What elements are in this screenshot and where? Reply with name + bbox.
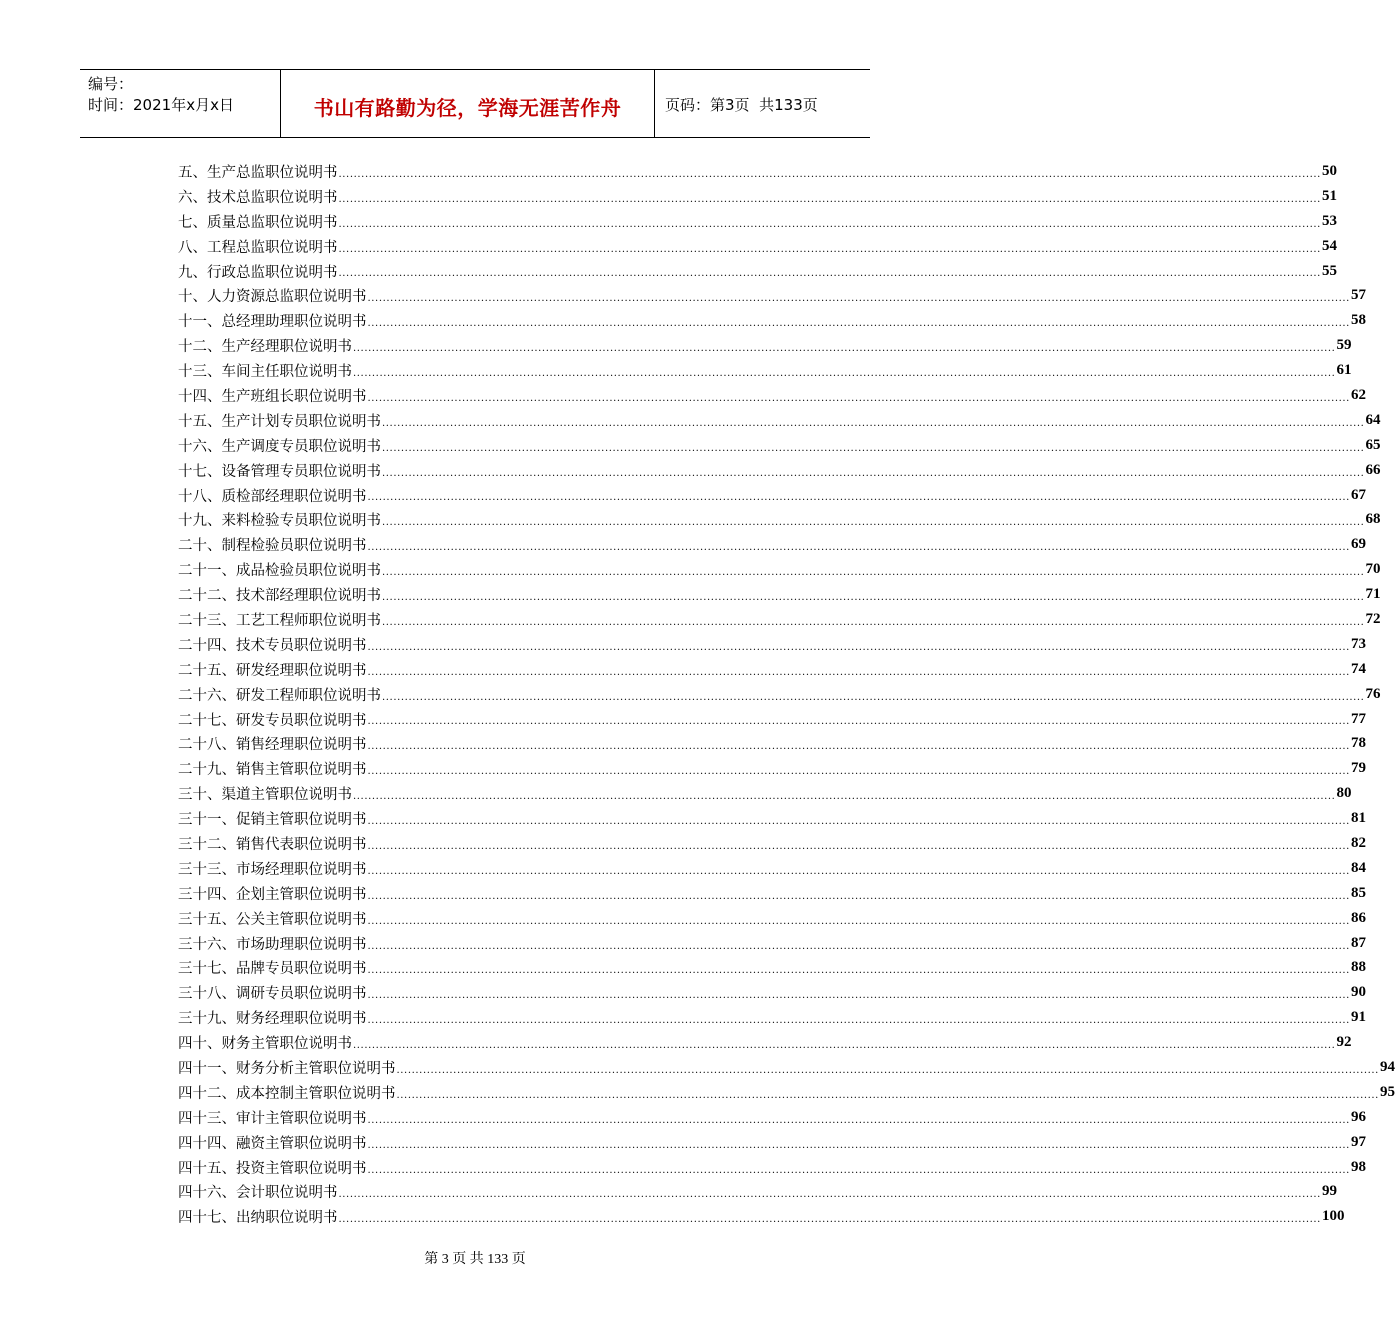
toc-entry-title: 三十三、市场经理职位说明书 [178,861,367,878]
toc-entry-title: 十五、生产计划专员职位说明书 [178,413,381,430]
page-current: 第3页 [710,96,750,114]
toc-entry-page: 66 [1365,461,1381,478]
toc-leader-dots: .................................................................................................................................................................................................................................................................... [367,1164,1350,1176]
document-header [80,69,870,138]
toc-leader-dots: .................................................................................................................................................................................................................................................................... [367,915,1350,927]
toc-leader-dots: .................................................................................................................................................................................................................................................................... [382,592,1365,604]
header-meta-cell [80,70,281,137]
toc-leader-dots: .................................................................................................................................................................................................................................................................... [338,193,1321,205]
toc-entry[interactable] [178,234,1337,259]
toc-entry-title: 十八、质检部经理职位说明书 [178,488,367,505]
toc-entry[interactable] [178,308,1366,333]
toc-entry[interactable] [178,632,1366,657]
toc-entry[interactable] [178,956,1366,981]
toc-entry-title: 六、技术总监职位说明书 [178,189,338,206]
toc-leader-dots: .................................................................................................................................................................................................................................................................... [396,1064,1379,1076]
toc-entry-title: 四十一、财务分析主管职位说明书 [178,1061,396,1077]
toc-entry[interactable] [178,856,1366,881]
toc-leader-dots: .................................................................................................................................................................................................................................................................... [353,343,1336,355]
toc-leader-dots: .................................................................................................................................................................................................................................................................... [338,168,1321,180]
toc-entry-page: 82 [1350,834,1366,851]
toc-leader-dots: .................................................................................................................................................................................................................................................................... [367,816,1350,828]
toc-entry-page: 76 [1365,685,1381,702]
toc-entry-page: 90 [1350,984,1366,1001]
toc-entry-title: 二十六、研发工程师职位说明书 [178,687,381,704]
toc-entry-page: 72 [1365,610,1381,627]
header-page-cell [655,70,870,137]
toc-entry[interactable] [178,333,1352,358]
toc-leader-dots: .................................................................................................................................................................................................................................................................... [353,1040,1336,1052]
toc-entry-page: 95 [1379,1083,1395,1100]
toc-entry-page: 50 [1321,162,1337,179]
toc-entry-title: 四十五、投资主管职位说明书 [178,1160,367,1177]
toc-entry-page: 74 [1350,660,1366,677]
toc-entry-title: 二十一、成品检验员职位说明书 [178,563,381,580]
toc-entry-title: 三十八、调研专员职位说明书 [178,986,367,1003]
toc-entry-title: 十九、来料检验专员职位说明书 [178,513,381,530]
toc-entry-title: 十三、车间主任职位说明书 [178,364,352,381]
toc-entry[interactable] [178,806,1366,831]
toc-entry-page: 65 [1365,436,1381,453]
toc-leader-dots: .................................................................................................................................................................................................................................................................... [367,666,1350,678]
toc-entry-page: 69 [1350,536,1366,553]
toc-entry-page: 53 [1321,212,1337,229]
time-label: 时间： [88,96,134,114]
toc-entry-title: 二十二、技术部经理职位说明书 [178,588,381,605]
toc-entry-title: 二十八、销售经理职位说明书 [178,737,367,754]
toc-entry[interactable] [178,607,1381,632]
toc-entry-title: 四十六、会计职位说明书 [178,1185,338,1202]
toc-entry-title: 三十六、市场助理职位说明书 [178,936,367,953]
toc-entry[interactable] [178,433,1381,458]
toc-entry[interactable] [178,358,1352,383]
toc-entry-page: 78 [1350,735,1366,752]
toc-entry-title: 二十七、研发专员职位说明书 [178,712,367,729]
toc-entry[interactable] [178,1204,1345,1229]
toc-entry[interactable] [178,707,1366,732]
toc-leader-dots: .................................................................................................................................................................................................................................................................... [367,990,1350,1002]
toc-entry-page: 64 [1365,411,1381,428]
toc-entry-page: 99 [1321,1183,1337,1200]
toc-entry[interactable] [178,458,1381,483]
table-of-contents [178,159,1395,1229]
toc-entry[interactable] [178,259,1337,284]
toc-entry-page: 73 [1350,635,1366,652]
toc-entry-page: 80 [1336,785,1352,802]
motto-text: 书山有路勤为径，学海无涯苦作舟 [313,96,622,120]
toc-leader-dots: .................................................................................................................................................................................................................................................................... [367,318,1350,330]
toc-leader-dots: .................................................................................................................................................................................................................................................................... [338,1189,1321,1201]
toc-entry-page: 79 [1350,760,1366,777]
toc-entry[interactable] [178,1080,1395,1105]
toc-entry-title: 二十九、销售主管职位说明书 [178,762,367,779]
toc-leader-dots: .................................................................................................................................................................................................................................................................... [338,218,1321,230]
toc-entry-page: 87 [1350,934,1366,951]
toc-entry-title: 四十三、审计主管职位说明书 [178,1110,367,1127]
toc-leader-dots: .................................................................................................................................................................................................................................................................... [367,293,1350,305]
page-label: 页码： [665,96,711,114]
toc-entry-page: 92 [1336,1034,1352,1051]
toc-leader-dots: .................................................................................................................................................................................................................................................................... [396,1089,1379,1101]
toc-leader-dots: .................................................................................................................................................................................................................................................................... [367,1015,1350,1027]
toc-leader-dots: .................................................................................................................................................................................................................................................................... [353,791,1336,803]
toc-entry-title: 十一、总经理助理职位说明书 [178,314,367,331]
toc-entry[interactable] [178,582,1381,607]
toc-leader-dots: .................................................................................................................................................................................................................................................................... [382,567,1365,579]
toc-entry-page: 100 [1321,1208,1345,1225]
time-value: 2021年x月x日 [133,96,234,114]
toc-entry-title: 十六、生产调度专员职位说明书 [178,438,381,455]
toc-leader-dots: .................................................................................................................................................................................................................................................................... [367,741,1350,753]
toc-entry[interactable] [178,1180,1337,1205]
toc-entry-page: 58 [1350,312,1366,329]
toc-entry-title: 四十七、出纳职位说明书 [178,1210,338,1227]
toc-entry-page: 62 [1350,386,1366,403]
toc-entry-page: 71 [1365,586,1381,603]
toc-entry-title: 七、质量总监职位说明书 [178,214,338,231]
toc-leader-dots: .................................................................................................................................................................................................................................................................... [367,1139,1350,1151]
toc-entry[interactable] [178,980,1366,1005]
page-total: 共133页 [759,96,818,114]
toc-entry[interactable] [178,731,1366,756]
toc-entry[interactable] [178,408,1381,433]
toc-entry[interactable] [178,1005,1366,1030]
toc-entry[interactable] [178,931,1366,956]
toc-leader-dots: .................................................................................................................................................................................................................................................................... [353,368,1336,380]
toc-entry-page: 70 [1365,561,1381,578]
toc-entry[interactable] [178,209,1337,234]
toc-leader-dots: .................................................................................................................................................................................................................................................................... [367,542,1350,554]
toc-entry-page: 88 [1350,959,1366,976]
toc-entry-title: 四十四、融资主管职位说明书 [178,1135,367,1152]
toc-entry[interactable] [178,1030,1352,1055]
toc-entry-title: 十、人力资源总监职位说明书 [178,289,367,306]
toc-entry[interactable] [178,507,1381,532]
toc-entry[interactable] [178,159,1337,184]
toc-entry[interactable] [178,657,1366,682]
toc-entry-page: 61 [1336,362,1352,379]
header-motto-cell [281,70,655,137]
toc-entry[interactable] [178,781,1352,806]
toc-entry-title: 二十五、研发经理职位说明书 [178,662,367,679]
toc-entry-page: 57 [1350,287,1366,304]
toc-entry-page: 81 [1350,810,1366,827]
toc-entry-page: 51 [1321,187,1337,204]
toc-entry-page: 94 [1379,1059,1395,1075]
toc-leader-dots: .................................................................................................................................................................................................................................................................... [338,243,1321,255]
toc-entry-title: 三十五、公关主管职位说明书 [178,911,367,928]
toc-entry-title: 二十、制程检验员职位说明书 [178,538,367,555]
toc-entry-page: 91 [1350,1009,1366,1026]
toc-entry-page: 67 [1350,486,1366,503]
toc-entry-title: 三十一、促销主管职位说明书 [178,812,367,829]
time-line [88,95,280,116]
toc-entry[interactable] [178,756,1366,781]
toc-entry[interactable] [178,184,1337,209]
toc-leader-dots: .................................................................................................................................................................................................................................................................... [382,467,1365,479]
toc-entry[interactable] [178,1155,1366,1180]
toc-entry[interactable] [178,906,1366,931]
toc-leader-dots: .................................................................................................................................................................................................................................................................... [338,268,1321,280]
toc-entry[interactable] [178,831,1366,856]
toc-leader-dots: .................................................................................................................................................................................................................................................................... [367,840,1350,852]
toc-entry-title: 十四、生产班组长职位说明书 [178,388,367,405]
toc-entry[interactable] [178,283,1366,308]
toc-leader-dots: .................................................................................................................................................................................................................................................................... [367,766,1350,778]
toc-entry-title: 三十九、财务经理职位说明书 [178,1011,367,1028]
toc-entry-title: 二十三、工艺工程师职位说明书 [178,612,381,629]
page-footer: 第 3 页 共 133 页 [424,1252,526,1267]
toc-entry-title: 八、工程总监职位说明书 [178,239,338,256]
page-code [665,94,818,115]
toc-leader-dots: .................................................................................................................................................................................................................................................................... [367,890,1350,902]
toc-entry-page: 84 [1350,859,1366,876]
toc-entry-title: 九、行政总监职位说明书 [178,264,338,281]
toc-entry-page: 86 [1350,909,1366,926]
toc-leader-dots: .................................................................................................................................................................................................................................................................... [367,641,1350,653]
toc-leader-dots: .................................................................................................................................................................................................................................................................... [382,691,1365,703]
toc-entry[interactable] [178,881,1366,906]
toc-leader-dots: .................................................................................................................................................................................................................................................................... [367,492,1350,504]
toc-entry-title: 五、生产总监职位说明书 [178,164,338,181]
toc-entry-title: 二十四、技术专员职位说明书 [178,637,367,654]
toc-entry-page: 85 [1350,884,1366,901]
toc-entry-page: 77 [1350,710,1366,727]
toc-entry[interactable] [178,483,1366,508]
toc-entry-title: 四十二、成本控制主管职位说明书 [178,1085,396,1102]
toc-entry-title: 三十七、品牌专员职位说明书 [178,961,367,978]
toc-entry-title: 三十二、销售代表职位说明书 [178,836,367,853]
toc-leader-dots: .................................................................................................................................................................................................................................................................... [367,1114,1350,1126]
toc-entry-title: 十七、设备管理专员职位说明书 [178,463,381,480]
toc-leader-dots: .................................................................................................................................................................................................................................................................... [367,965,1350,977]
toc-entry[interactable] [178,1130,1366,1155]
toc-entry[interactable] [178,383,1366,408]
toc-entry-page: 96 [1350,1108,1366,1125]
toc-leader-dots: .................................................................................................................................................................................................................................................................... [382,616,1365,628]
toc-entry-page: 98 [1350,1158,1366,1175]
toc-leader-dots: .................................................................................................................................................................................................................................................................... [382,442,1365,454]
toc-leader-dots: .................................................................................................................................................................................................................................................................... [382,517,1365,529]
toc-entry-page: 55 [1321,262,1337,279]
toc-entry[interactable] [178,1105,1366,1130]
toc-leader-dots: .................................................................................................................................................................................................................................................................... [382,417,1365,429]
toc-leader-dots: .................................................................................................................................................................................................................................................................... [367,865,1350,877]
toc-leader-dots: .................................................................................................................................................................................................................................................................... [338,1214,1321,1226]
toc-entry[interactable] [178,1055,1395,1080]
toc-leader-dots: .................................................................................................................................................................................................................................................................... [367,392,1350,404]
toc-entry[interactable] [178,557,1381,582]
code-label: 编号： [88,75,134,93]
toc-entry-title: 三十、渠道主管职位说明书 [178,787,352,804]
toc-entry-page: 54 [1321,237,1337,254]
toc-entry[interactable] [178,682,1381,707]
toc-entry-page: 68 [1365,511,1381,528]
toc-entry[interactable] [178,532,1366,557]
toc-entry-title: 三十四、企划主管职位说明书 [178,886,367,903]
toc-entry-title: 四十、财务主管职位说明书 [178,1036,352,1053]
toc-entry-page: 59 [1336,337,1352,354]
toc-entry-page: 97 [1350,1133,1366,1150]
toc-leader-dots: .................................................................................................................................................................................................................................................................... [367,940,1350,952]
toc-leader-dots: .................................................................................................................................................................................................................................................................... [367,716,1350,728]
toc-entry-title: 十二、生产经理职位说明书 [178,339,352,356]
